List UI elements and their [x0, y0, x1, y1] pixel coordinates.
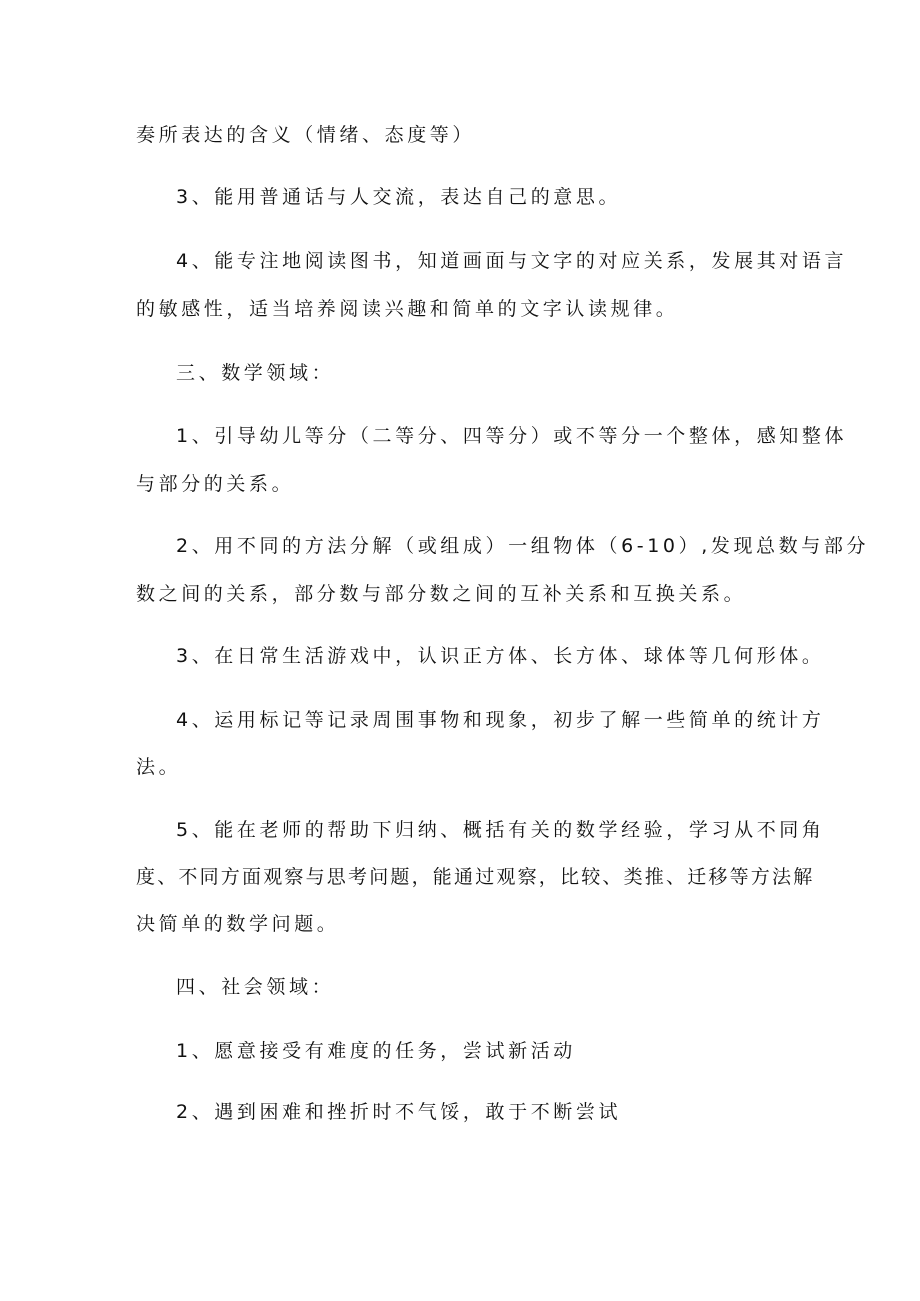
text-line-12: 法。 [136, 756, 182, 778]
text-line-11: 4、运用标记等记录周围事物和现象，初步了解一些简单的统计方 [176, 709, 825, 731]
text-line-4: 的敏感性，适当培养阅读兴趣和简单的文字认读规律。 [136, 298, 679, 320]
text-line-13: 5、能在老师的帮助下归纳、概括有关的数学经验，学习从不同角 [176, 819, 825, 841]
text-line-3: 4、能专注地阅读图书，知道画面与文字的对应关系，发展其对语言 [176, 250, 848, 272]
section-heading-social: 四、社会领域： [176, 976, 335, 998]
text-line-9: 数之间的关系，部分数与部分数之间的互补关系和互换关系。 [136, 583, 747, 605]
text-line-18: 2、遇到困难和挫折时不气馁，敢于不断尝试 [176, 1101, 622, 1123]
text-line-8: 2、用不同的方法分解（或组成）一组物体（6-10）,发现总数与部分 [176, 535, 870, 557]
text-line-7: 与部分的关系。 [136, 473, 295, 495]
text-line-15: 决简单的数学问题。 [136, 913, 340, 935]
text-line-1: 奏所表达的含义（情绪、态度等） [136, 124, 476, 146]
text-line-6: 1、引导幼儿等分（二等分、四等分）或不等分一个整体，感知整体 [176, 425, 848, 447]
text-line-2: 3、能用普通话与人交流，表达自己的意思。 [176, 186, 622, 208]
section-heading-math: 三、数学领域： [176, 362, 335, 384]
text-line-14: 度、不同方面观察与思考问题，能通过观察，比较、类推、迁移等方法解 [136, 866, 815, 888]
text-line-17: 1、愿意接受有难度的任务，尝试新活动 [176, 1040, 576, 1062]
text-line-10: 3、在日常生活游戏中，认识正方体、长方体、球体等几何形体。 [176, 645, 825, 667]
